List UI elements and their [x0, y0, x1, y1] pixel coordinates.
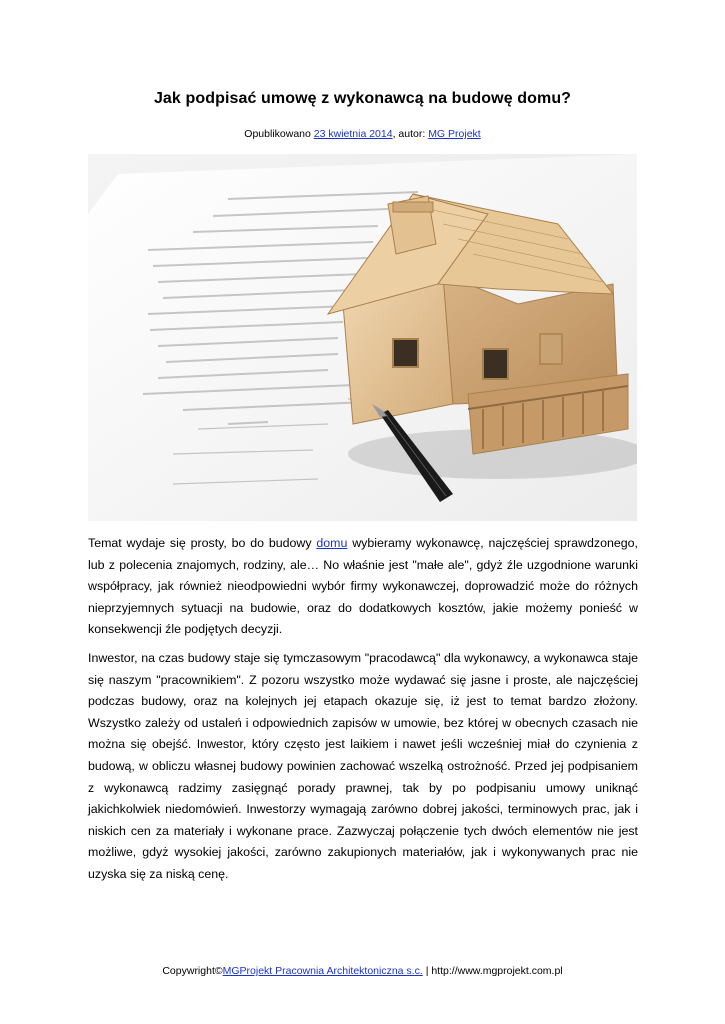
meta-separator: , autor: — [392, 128, 429, 140]
meta-prefix: Opublikowano — [244, 128, 314, 140]
paragraph-1-text-a: Temat wydaje się prosty, bo do budowy — [88, 536, 317, 550]
article-title: Jak podpisać umowę z wykonawcą na budowę domu? — [153, 90, 572, 107]
date-link[interactable]: 23 kwietnia 2014 — [313, 128, 393, 140]
footer-company-link[interactable]: MGProjekt Pracownia Architektoniczna s.c. — [222, 965, 423, 977]
footer-prefix: Copywright© — [162, 965, 223, 977]
paragraph-2: Inwestor, na czas budowy staje się tymczasowym "pracodawcą" dla wykonawcy, a wykonawca staje się naszym "pracownikiem". Z pozoru wszystko może wydawać się jasne i proste, ale najczęściej podczas budowy, oraz na kolejnych jej etapach okazuje się, iż jest to temat bardzo złożony. Wszystko zależy od ustaleń i odpowiednich zapisów w umowie, bez której w obecnych czasach nie można się obejść. Inwestor, który często jest laikiem i nawet jeśli wcześniej miał do czynienia z budową, w obliczu własnej budowy powinien zachować wszelką ostrożność. Przed jej podpisaniem z wykonawcą radzimy zasięgnąć porady prawnej, tak by po podpisaniu umowy uniknąć jakichkolwiek niedomówień. Inwestorzy wymagają zarówno dobrej jakości, terminowych prac, jak i niskich cen za materiały i wykonane prace. Zazwyczaj połączenie tych dwóch elementów nie jest możliwe, gdyż wysokiej jakości, zarówno zakupionych materiałów, jak i wykonywanych prac nie uzyska się za niską cenę. — [88, 651, 638, 881]
domu-link[interactable]: domu — [316, 536, 348, 550]
author-link[interactable]: MG Projekt — [428, 128, 481, 140]
paragraph-1-text-b: wybieramy wykonawcę, najczęściej sprawdzonego, lub z polecenia znajomych, rodziny, ale… No właśnie jest "małe ale", gdyż źle uzgodnione warunki współpracy, jak również nieodpowiedni wybór firmy wykonawczej, doprowadzić może do różnych nieprzyjemnych sytuacji na budowie, oraz do dodatkowych kosztów, jakie możemy ponieść w konsekwencji źle podjętych decyzji. — [88, 536, 638, 637]
paragraph-1 — [88, 533, 638, 641]
article-meta — [0, 128, 725, 140]
footer-suffix: | http://www.mgprojekt.com.pl — [422, 965, 563, 977]
photo-illustration — [88, 154, 637, 521]
house-model-on-contract-photo — [88, 154, 637, 521]
footer — [0, 965, 725, 977]
